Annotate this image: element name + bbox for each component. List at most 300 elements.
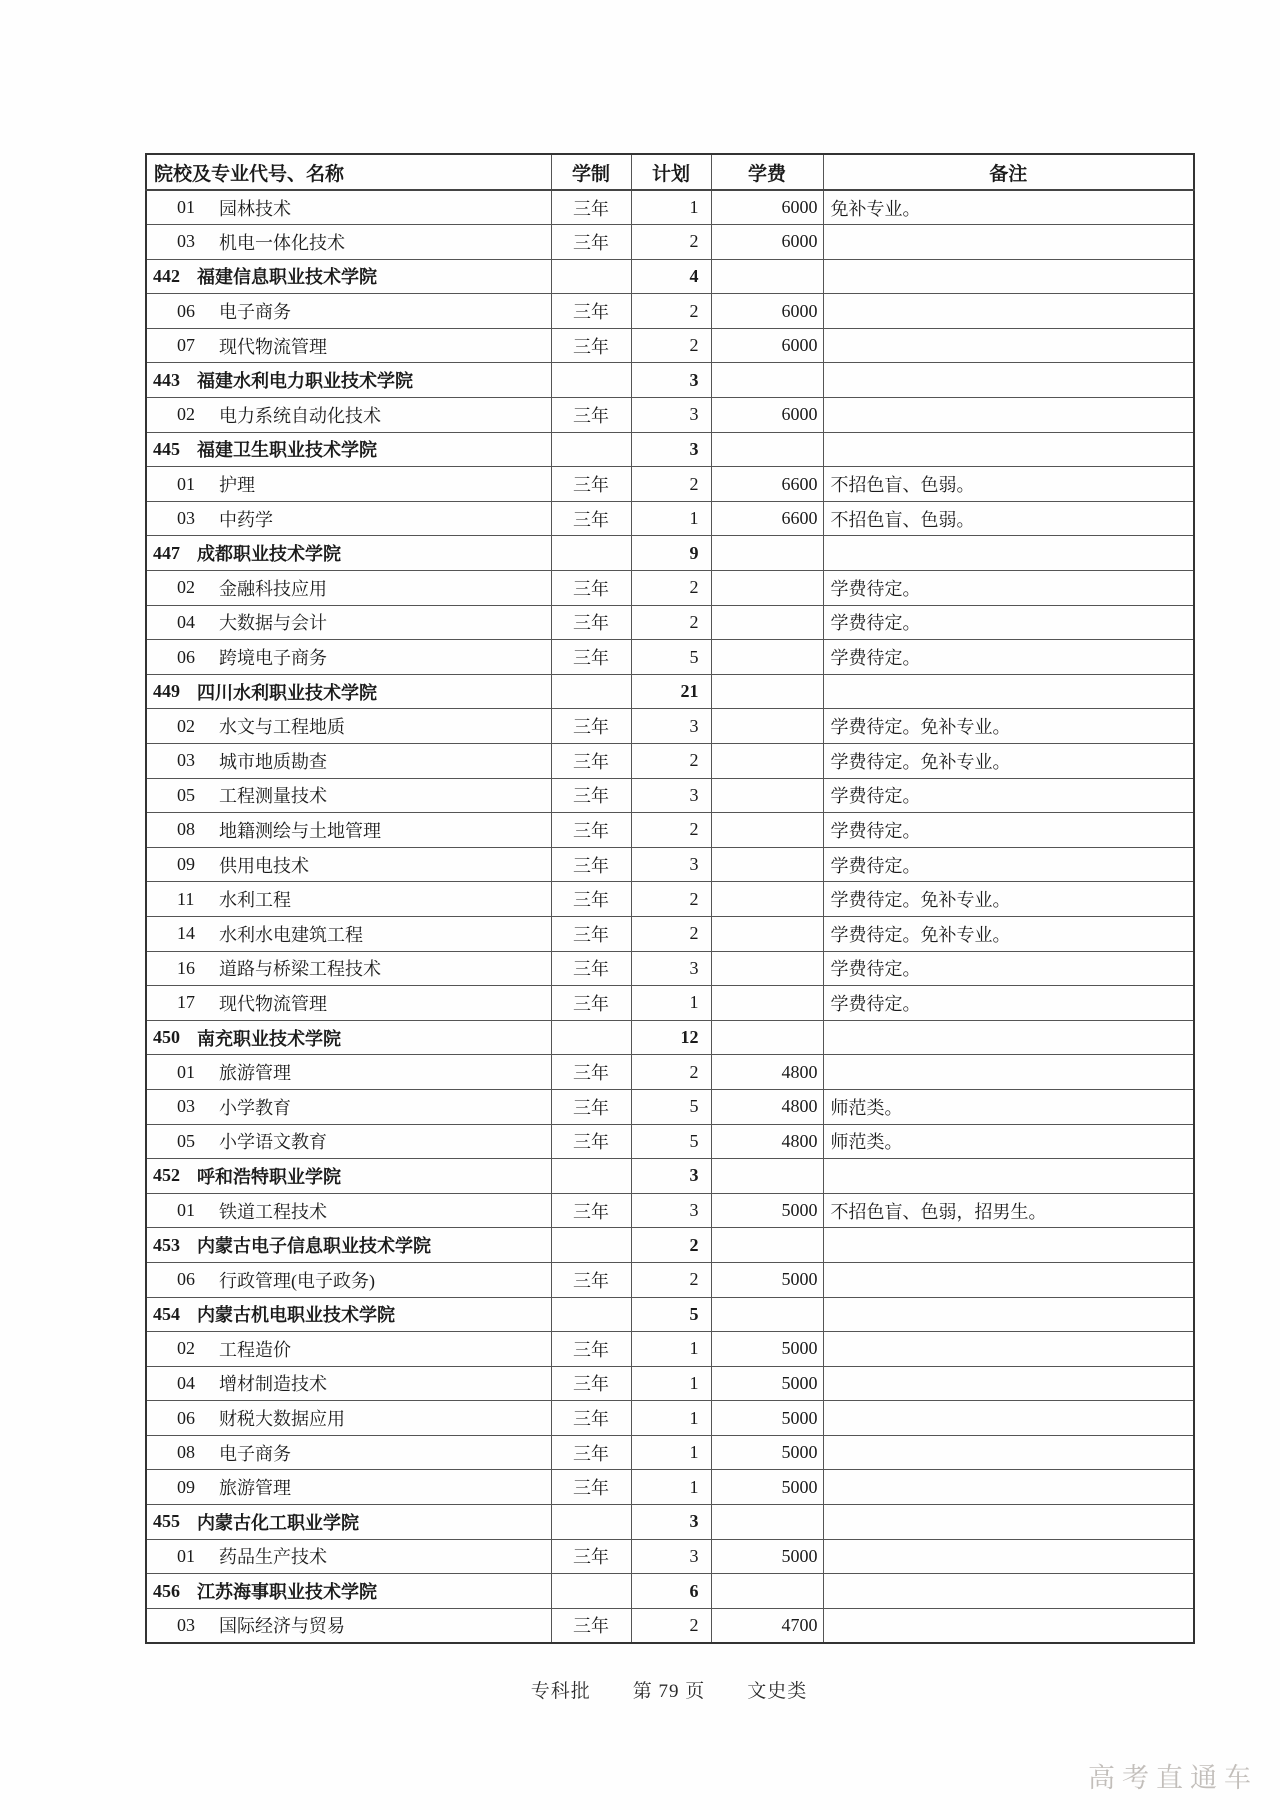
cell-remark [823, 1332, 1194, 1367]
cell-plan-count: 4 [631, 259, 711, 294]
major-code: 01 [177, 1061, 195, 1082]
cell-plan-count: 3 [631, 1505, 711, 1540]
major-name: 水文与工程地质 [219, 717, 345, 738]
cell-duration: 三年 [551, 467, 631, 502]
cell-remark: 免补专业。 [823, 190, 1194, 225]
cell-plan-count: 3 [631, 778, 711, 813]
institution-row [146, 259, 1194, 294]
cell-duration [551, 1020, 631, 1055]
cell-duration: 三年 [551, 1193, 631, 1228]
cell-remark [823, 294, 1194, 329]
cell-tuition-fee [711, 571, 823, 606]
cell-code-and-name [146, 1297, 551, 1332]
major-name: 中药学 [219, 509, 273, 530]
cell-code-and-name [146, 1401, 551, 1436]
footer-batch-label: 专科批 [530, 1681, 591, 1702]
major-name: 药品生产技术 [219, 1547, 327, 1568]
major-name: 城市地质勘查 [219, 751, 327, 772]
cell-code-and-name [146, 882, 551, 917]
institution-row [146, 1228, 1194, 1263]
cell-plan-count: 2 [631, 744, 711, 779]
cell-plan-count: 5 [631, 1297, 711, 1332]
cell-tuition-fee: 5000 [711, 1332, 823, 1367]
cell-tuition-fee: 6000 [711, 328, 823, 363]
major-code: 16 [177, 957, 195, 978]
cell-tuition-fee: 6000 [711, 294, 823, 329]
major-row [146, 571, 1194, 606]
cell-plan-count: 3 [631, 709, 711, 744]
cell-remark [823, 363, 1194, 398]
cell-plan-count: 2 [631, 328, 711, 363]
major-row [146, 1470, 1194, 1505]
cell-plan-count: 2 [631, 1262, 711, 1297]
cell-duration: 三年 [551, 916, 631, 951]
cell-tuition-fee: 4800 [711, 1124, 823, 1159]
cell-tuition-fee [711, 847, 823, 882]
cell-code-and-name [146, 916, 551, 951]
institution-name: 呼和浩特职业学院 [197, 1166, 341, 1187]
cell-plan-count: 1 [631, 1401, 711, 1436]
cell-duration [551, 1505, 631, 1540]
major-row [146, 1193, 1194, 1228]
cell-plan-count: 2 [631, 1055, 711, 1090]
footer-page-number: 第 79 页 [632, 1681, 706, 1702]
cell-tuition-fee: 4800 [711, 1055, 823, 1090]
cell-remark [823, 398, 1194, 433]
institution-name: 江苏海事职业技术学院 [197, 1582, 377, 1603]
cell-duration: 三年 [551, 640, 631, 675]
major-row [146, 1089, 1194, 1124]
major-code: 03 [177, 750, 195, 771]
cell-remark [823, 536, 1194, 571]
major-code: 02 [177, 404, 195, 425]
cell-duration: 三年 [551, 1366, 631, 1401]
cell-plan-count: 1 [631, 1435, 711, 1470]
cell-remark [823, 1366, 1194, 1401]
header-tuition: 学费 [711, 154, 823, 190]
major-code: 17 [177, 992, 195, 1013]
cell-remark [823, 1401, 1194, 1436]
major-code: 06 [177, 300, 195, 321]
major-name: 增材制造技术 [219, 1374, 327, 1395]
cell-remark [823, 1505, 1194, 1540]
cell-code-and-name [146, 1608, 551, 1643]
cell-code-and-name [146, 536, 551, 571]
cell-plan-count: 2 [631, 225, 711, 260]
institution-code: 455 [153, 1511, 180, 1532]
cell-code-and-name [146, 1332, 551, 1367]
cell-tuition-fee: 6000 [711, 190, 823, 225]
cell-remark: 学费待定。免补专业。 [823, 744, 1194, 779]
major-code: 01 [177, 1200, 195, 1221]
institution-row [146, 1159, 1194, 1194]
cell-code-and-name [146, 813, 551, 848]
cell-plan-count: 3 [631, 398, 711, 433]
cell-tuition-fee [711, 259, 823, 294]
institution-row [146, 1505, 1194, 1540]
cell-code-and-name [146, 986, 551, 1021]
cell-duration: 三年 [551, 1608, 631, 1643]
major-code: 04 [177, 611, 195, 632]
institution-code: 447 [153, 542, 180, 563]
cell-duration: 三年 [551, 1539, 631, 1574]
institution-row [146, 432, 1194, 467]
cell-tuition-fee [711, 916, 823, 951]
cell-remark [823, 1228, 1194, 1263]
cell-plan-count: 3 [631, 1539, 711, 1574]
cell-duration: 三年 [551, 1262, 631, 1297]
cell-duration: 三年 [551, 501, 631, 536]
cell-duration [551, 536, 631, 571]
cell-tuition-fee: 5000 [711, 1366, 823, 1401]
cell-code-and-name [146, 328, 551, 363]
cell-code-and-name [146, 1366, 551, 1401]
cell-code-and-name [146, 571, 551, 606]
cell-code-and-name [146, 674, 551, 709]
cell-duration: 三年 [551, 1089, 631, 1124]
cell-plan-count: 6 [631, 1574, 711, 1609]
major-name: 水利工程 [219, 890, 291, 911]
cell-tuition-fee [711, 432, 823, 467]
cell-remark [823, 328, 1194, 363]
cell-tuition-fee [711, 951, 823, 986]
major-code: 07 [177, 335, 195, 356]
cell-code-and-name [146, 709, 551, 744]
major-row [146, 951, 1194, 986]
cell-plan-count: 3 [631, 432, 711, 467]
cell-tuition-fee: 6000 [711, 225, 823, 260]
major-row [146, 813, 1194, 848]
major-code: 14 [177, 923, 195, 944]
cell-tuition-fee [711, 674, 823, 709]
cell-remark: 学费待定。 [823, 951, 1194, 986]
major-name: 园林技术 [219, 198, 291, 219]
watermark-text: 高考直通车 [1088, 1763, 1258, 1793]
major-code: 01 [177, 473, 195, 494]
major-code: 04 [177, 1372, 195, 1393]
cell-plan-count: 9 [631, 536, 711, 571]
cell-duration [551, 1228, 631, 1263]
cell-tuition-fee: 5000 [711, 1435, 823, 1470]
cell-code-and-name [146, 467, 551, 502]
major-row [146, 1608, 1194, 1643]
cell-plan-count: 1 [631, 1332, 711, 1367]
cell-remark [823, 225, 1194, 260]
major-name: 电子商务 [219, 302, 291, 323]
major-name: 护理 [219, 475, 255, 496]
cell-tuition-fee: 5000 [711, 1470, 823, 1505]
major-code: 03 [177, 231, 195, 252]
cell-plan-count: 1 [631, 1366, 711, 1401]
major-row [146, 501, 1194, 536]
cell-code-and-name [146, 398, 551, 433]
cell-tuition-fee: 5000 [711, 1193, 823, 1228]
cell-tuition-fee: 4800 [711, 1089, 823, 1124]
major-row [146, 1435, 1194, 1470]
cell-tuition-fee [711, 363, 823, 398]
cell-duration: 三年 [551, 605, 631, 640]
major-name: 行政管理(电子政务) [219, 1270, 375, 1291]
major-code: 05 [177, 784, 195, 805]
cell-remark: 学费待定。 [823, 847, 1194, 882]
cell-remark: 学费待定。免补专业。 [823, 709, 1194, 744]
cell-plan-count: 2 [631, 916, 711, 951]
cell-plan-count: 5 [631, 1124, 711, 1159]
institution-row [146, 363, 1194, 398]
cell-plan-count: 2 [631, 605, 711, 640]
major-row [146, 398, 1194, 433]
cell-remark [823, 1297, 1194, 1332]
major-row [146, 225, 1194, 260]
cell-remark: 学费待定。 [823, 640, 1194, 675]
institution-name: 内蒙古化工职业学院 [197, 1512, 359, 1533]
cell-duration [551, 259, 631, 294]
cell-code-and-name [146, 1228, 551, 1263]
major-code: 02 [177, 577, 195, 598]
cell-duration: 三年 [551, 951, 631, 986]
cell-tuition-fee [711, 778, 823, 813]
cell-duration: 三年 [551, 1435, 631, 1470]
cell-plan-count: 2 [631, 1608, 711, 1643]
major-code: 08 [177, 819, 195, 840]
cell-remark: 学费待定。免补专业。 [823, 882, 1194, 917]
cell-duration [551, 674, 631, 709]
major-name: 小学教育 [219, 1097, 291, 1118]
cell-duration: 三年 [551, 813, 631, 848]
cell-remark [823, 1435, 1194, 1470]
cell-tuition-fee [711, 882, 823, 917]
admissions-plan-table [145, 153, 1195, 1644]
cell-code-and-name [146, 363, 551, 398]
institution-code: 445 [153, 438, 180, 459]
cell-code-and-name [146, 1159, 551, 1194]
cell-code-and-name [146, 294, 551, 329]
cell-code-and-name [146, 847, 551, 882]
institution-row [146, 1574, 1194, 1609]
cell-duration [551, 432, 631, 467]
cell-plan-count: 1 [631, 986, 711, 1021]
cell-tuition-fee [711, 640, 823, 675]
cell-duration [551, 1574, 631, 1609]
cell-plan-count: 5 [631, 1089, 711, 1124]
cell-tuition-fee: 6600 [711, 501, 823, 536]
institution-name: 福建信息职业技术学院 [197, 267, 377, 288]
institution-code: 452 [153, 1165, 180, 1186]
major-code: 05 [177, 1130, 195, 1151]
cell-tuition-fee [711, 1297, 823, 1332]
cell-duration: 三年 [551, 1470, 631, 1505]
cell-plan-count: 1 [631, 190, 711, 225]
cell-code-and-name [146, 1089, 551, 1124]
cell-tuition-fee [711, 605, 823, 640]
cell-duration: 三年 [551, 744, 631, 779]
cell-duration: 三年 [551, 778, 631, 813]
cell-tuition-fee [711, 813, 823, 848]
cell-remark: 不招色盲、色弱。 [823, 467, 1194, 502]
major-name: 电力系统自动化技术 [219, 405, 381, 426]
cell-remark: 师范类。 [823, 1089, 1194, 1124]
cell-duration: 三年 [551, 709, 631, 744]
major-name: 道路与桥梁工程技术 [219, 959, 381, 980]
major-row [146, 467, 1194, 502]
cell-remark: 学费待定。 [823, 605, 1194, 640]
cell-remark [823, 674, 1194, 709]
major-code: 06 [177, 1407, 195, 1428]
cell-code-and-name [146, 605, 551, 640]
cell-duration: 三年 [551, 398, 631, 433]
cell-code-and-name [146, 1539, 551, 1574]
cell-remark [823, 1470, 1194, 1505]
cell-tuition-fee [711, 1228, 823, 1263]
major-row [146, 1055, 1194, 1090]
cell-tuition-fee [711, 1020, 823, 1055]
cell-remark [823, 432, 1194, 467]
major-name: 旅游管理 [219, 1478, 291, 1499]
cell-plan-count: 3 [631, 951, 711, 986]
cell-remark: 学费待定。 [823, 778, 1194, 813]
cell-tuition-fee: 5000 [711, 1539, 823, 1574]
institution-name: 内蒙古机电职业技术学院 [197, 1305, 395, 1326]
major-code: 09 [177, 854, 195, 875]
major-code: 03 [177, 508, 195, 529]
major-row [146, 605, 1194, 640]
institution-code: 450 [153, 1027, 180, 1048]
major-code: 02 [177, 715, 195, 736]
cell-tuition-fee: 4700 [711, 1608, 823, 1643]
major-row [146, 778, 1194, 813]
cell-remark [823, 1020, 1194, 1055]
cell-remark [823, 1539, 1194, 1574]
major-name: 电子商务 [219, 1443, 291, 1464]
institution-code: 443 [153, 369, 180, 390]
cell-tuition-fee [711, 744, 823, 779]
cell-remark [823, 1159, 1194, 1194]
cell-plan-count: 1 [631, 501, 711, 536]
cell-remark: 不招色盲、色弱，招男生。 [823, 1193, 1194, 1228]
cell-remark [823, 1608, 1194, 1643]
cell-code-and-name [146, 1574, 551, 1609]
institution-name: 成都职业技术学院 [197, 544, 341, 565]
institution-row [146, 536, 1194, 571]
cell-plan-count: 3 [631, 1193, 711, 1228]
cell-code-and-name [146, 259, 551, 294]
major-row [146, 744, 1194, 779]
cell-duration: 三年 [551, 571, 631, 606]
major-row [146, 847, 1194, 882]
cell-plan-count: 3 [631, 847, 711, 882]
major-row [146, 294, 1194, 329]
table-header-row [146, 154, 1194, 190]
cell-duration: 三年 [551, 1055, 631, 1090]
cell-remark [823, 1262, 1194, 1297]
cell-duration: 三年 [551, 1124, 631, 1159]
cell-code-and-name [146, 1020, 551, 1055]
major-row [146, 1262, 1194, 1297]
cell-plan-count: 1 [631, 1470, 711, 1505]
cell-plan-count: 2 [631, 1228, 711, 1263]
major-code: 01 [177, 1545, 195, 1566]
major-name: 旅游管理 [219, 1063, 291, 1084]
cell-tuition-fee [711, 536, 823, 571]
header-name: 院校及专业代号、名称 [146, 154, 551, 190]
header-plan: 计划 [631, 154, 711, 190]
cell-tuition-fee [711, 1159, 823, 1194]
cell-tuition-fee: 5000 [711, 1262, 823, 1297]
page-footer [145, 1676, 1193, 1703]
major-row [146, 1401, 1194, 1436]
cell-duration: 三年 [551, 225, 631, 260]
major-code: 09 [177, 1476, 195, 1497]
major-row [146, 190, 1194, 225]
major-code: 03 [177, 1614, 195, 1635]
cell-code-and-name [146, 951, 551, 986]
institution-code: 453 [153, 1234, 180, 1255]
cell-remark [823, 1055, 1194, 1090]
cell-code-and-name [146, 225, 551, 260]
major-name: 供用电技术 [219, 855, 309, 876]
major-name: 地籍测绘与土地管理 [219, 820, 381, 841]
cell-tuition-fee [711, 709, 823, 744]
cell-code-and-name [146, 190, 551, 225]
institution-name: 四川水利职业技术学院 [197, 682, 377, 703]
cell-remark: 学费待定。 [823, 571, 1194, 606]
major-name: 工程造价 [219, 1339, 291, 1360]
major-row [146, 916, 1194, 951]
footer-category-label: 文史类 [747, 1681, 808, 1702]
major-name: 工程测量技术 [219, 786, 327, 807]
cell-remark [823, 259, 1194, 294]
major-code: 01 [177, 197, 195, 218]
institution-code: 454 [153, 1303, 180, 1324]
cell-duration: 三年 [551, 986, 631, 1021]
major-code: 06 [177, 1269, 195, 1290]
major-name: 现代物流管理 [219, 336, 327, 357]
cell-remark: 学费待定。 [823, 813, 1194, 848]
cell-code-and-name [146, 432, 551, 467]
major-name: 财税大数据应用 [219, 1409, 345, 1430]
institution-code: 449 [153, 681, 180, 702]
cell-code-and-name [146, 1124, 551, 1159]
cell-duration: 三年 [551, 294, 631, 329]
cell-duration: 三年 [551, 190, 631, 225]
cell-duration: 三年 [551, 328, 631, 363]
major-code: 03 [177, 1096, 195, 1117]
cell-remark: 不招色盲、色弱。 [823, 501, 1194, 536]
cell-remark [823, 1574, 1194, 1609]
major-row [146, 1124, 1194, 1159]
cell-remark: 学费待定。免补专业。 [823, 916, 1194, 951]
cell-plan-count: 3 [631, 363, 711, 398]
cell-code-and-name [146, 778, 551, 813]
cell-code-and-name [146, 1505, 551, 1540]
cell-plan-count: 2 [631, 294, 711, 329]
cell-code-and-name [146, 1262, 551, 1297]
major-name: 大数据与会计 [219, 613, 327, 634]
institution-row [146, 674, 1194, 709]
major-row [146, 328, 1194, 363]
table-body [146, 190, 1194, 1643]
header-remark: 备注 [823, 154, 1194, 190]
cell-tuition-fee: 6600 [711, 467, 823, 502]
major-name: 现代物流管理 [219, 993, 327, 1014]
major-row [146, 882, 1194, 917]
cell-code-and-name [146, 1470, 551, 1505]
major-row [146, 1366, 1194, 1401]
cell-plan-count: 2 [631, 813, 711, 848]
institution-name: 福建卫生职业技术学院 [197, 440, 377, 461]
major-name: 铁道工程技术 [219, 1201, 327, 1222]
major-code: 02 [177, 1338, 195, 1359]
